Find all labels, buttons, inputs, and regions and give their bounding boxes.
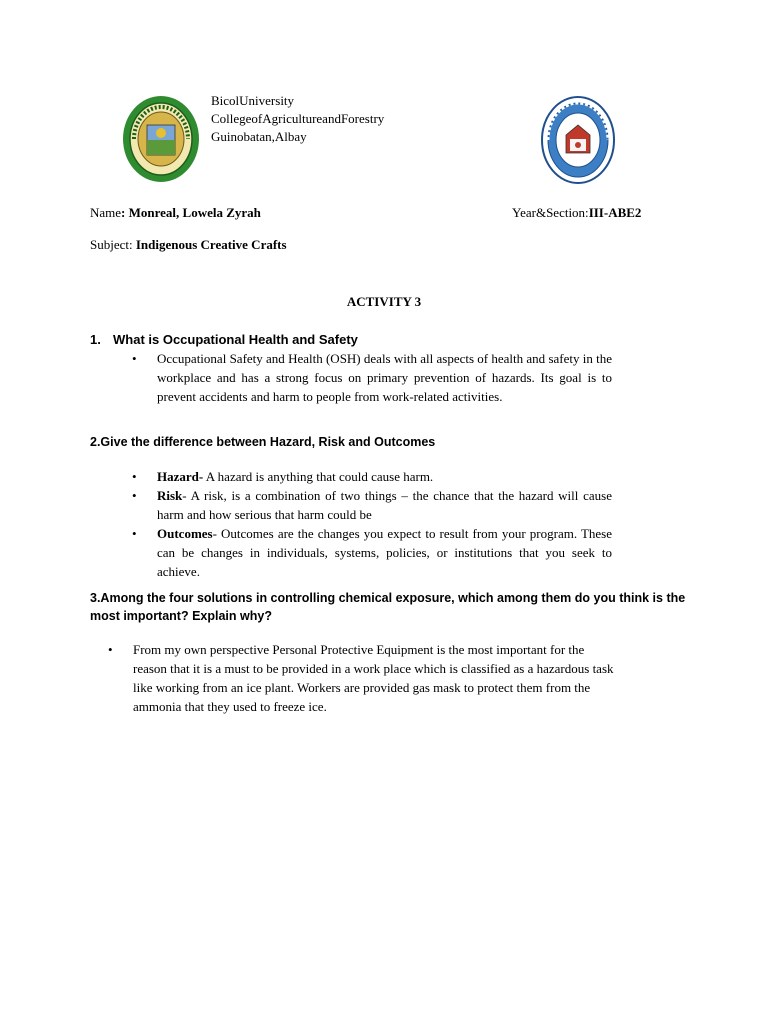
list-item xyxy=(132,486,612,524)
definition-risk: - A risk, is a combination of two things – the chance that the hazard will cause harm and how serious that harm could be xyxy=(157,488,612,522)
bullet-icon: • xyxy=(132,469,137,484)
student-info-row xyxy=(90,203,690,222)
list-item xyxy=(132,524,612,581)
subject-label: Subject: xyxy=(90,237,136,252)
answer-3-list xyxy=(108,640,615,716)
bullet-icon: • xyxy=(132,351,137,366)
question-1-text: What is Occupational Health and Safety xyxy=(113,332,358,347)
list-item xyxy=(108,640,615,716)
term-hazard: Hazard- xyxy=(157,469,204,484)
question-1-number: 1. xyxy=(90,332,101,347)
subject-value: Indigenous Creative Crafts xyxy=(135,237,287,252)
term-outcomes: Outcomes xyxy=(157,526,213,541)
institution-line-3: Guinobatan,Albay xyxy=(211,129,307,144)
institution-line-2: CollegeofAgricultureandForestry xyxy=(211,111,385,126)
name-value: : Monreal, Lowela Zyrah xyxy=(121,205,261,220)
subject-row xyxy=(90,235,287,254)
section-label: Year&Section: xyxy=(512,205,589,220)
page-title: ACTIVITY 3 xyxy=(346,294,422,309)
section-info xyxy=(512,203,641,222)
answer-1-text: Occupational Safety and Health (OSH) deals with all aspects of health and safety in the workplace and has a strong focus on primary prevention of hazards. Its goal is to prevent accidents and harm to people from work-related activities. xyxy=(157,351,612,404)
term-risk: Risk xyxy=(157,488,183,503)
question-1 xyxy=(90,330,358,349)
definition-outcomes: - Outcomes are the changes you expect to result from your program. These can be changes in individuals, systems, policies, or institutions that you seek to achieve. xyxy=(157,526,612,579)
answer-1-list xyxy=(132,349,612,406)
institution-line-1: BicolUniversity xyxy=(211,93,295,108)
name-label: Name xyxy=(90,205,122,220)
bullet-icon: • xyxy=(132,488,137,503)
answer-3-text: From my own perspective Personal Protective Equipment is the most important for the reason that it is a must to be provided in a work place which is classified as a hazardous task like working from an ice plant. Workers are provided gas mask to protect them from the ammonia that they used to freeze ice. xyxy=(133,642,614,714)
question-3: 3.Among the four solutions in controlling chemical exposure, which among them do you think is the most important? Explain why? xyxy=(90,591,686,623)
answer-2-list xyxy=(132,467,612,581)
section-value: III-ABE2 xyxy=(588,205,642,220)
institution-header xyxy=(211,92,384,146)
list-item xyxy=(132,467,612,486)
bullet-icon: • xyxy=(132,526,137,541)
definition-hazard: A hazard is anything that could cause harm. xyxy=(203,469,434,484)
list-item xyxy=(132,349,612,406)
question-2: 2.Give the difference between Hazard, Risk and Outcomes xyxy=(90,435,436,449)
bullet-icon: • xyxy=(108,642,113,657)
college-seal-icon xyxy=(122,95,200,183)
university-seal-icon xyxy=(540,95,616,185)
